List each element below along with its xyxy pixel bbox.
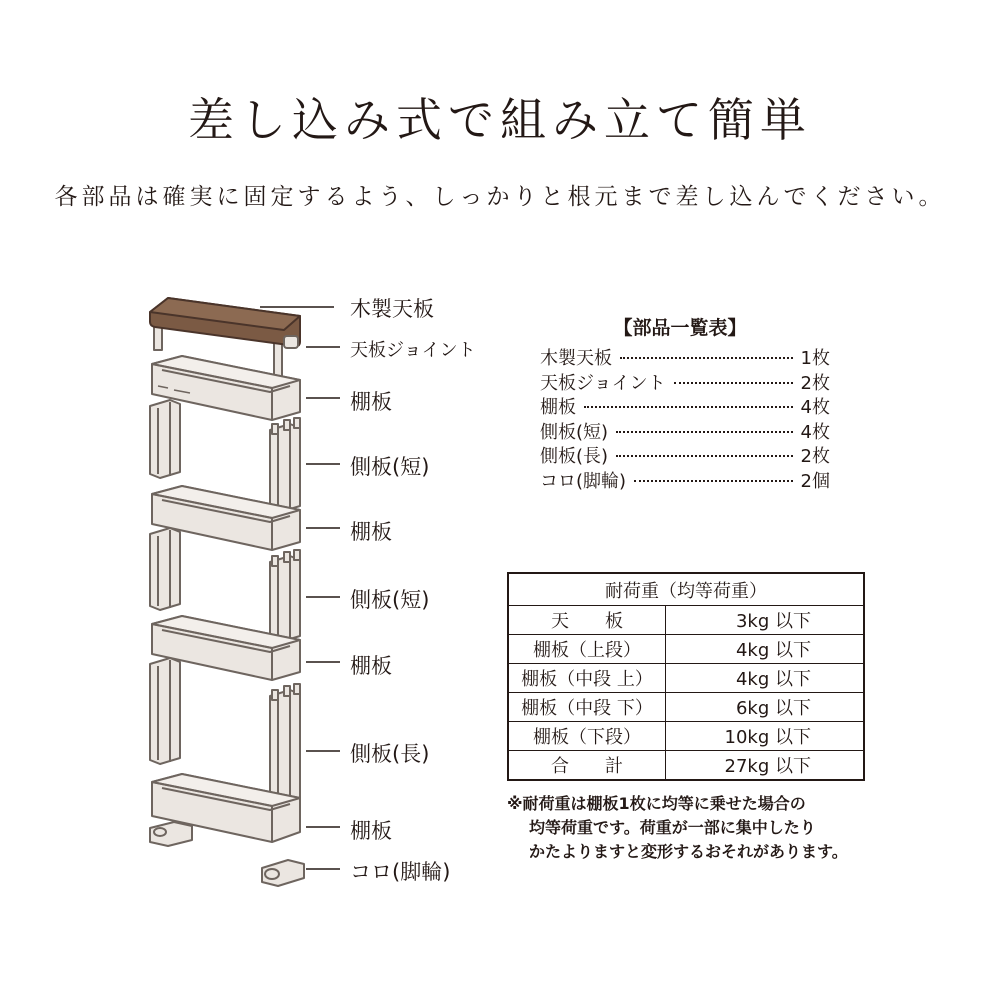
label-side-long: 側板(長)	[350, 742, 430, 766]
part-quantity: 4枚	[800, 397, 830, 418]
part-quantity: 2枚	[800, 446, 830, 467]
part-quantity: 4枚	[800, 421, 830, 443]
dot-leader	[616, 431, 793, 433]
dot-leader	[584, 406, 793, 408]
parts-list-item	[540, 369, 830, 394]
load-label: 棚板（中段 下）	[508, 693, 666, 722]
dot-leader	[634, 480, 793, 482]
load-note	[507, 792, 887, 864]
load-value: 6kg 以下	[666, 693, 865, 722]
part-quantity: 2枚	[800, 372, 830, 394]
parts-list-item	[540, 393, 830, 418]
parts-list-item	[540, 467, 830, 492]
part-name: 棚板	[540, 397, 576, 418]
load-label: 棚板（中段 上）	[508, 664, 666, 693]
table-row	[508, 751, 864, 781]
parts-list-heading: 【部品一覧表】	[613, 317, 747, 339]
load-value: 4kg 以下	[666, 664, 865, 693]
label-joint: 天板ジョイント	[350, 340, 476, 361]
label-top-board: 木製天板	[350, 297, 434, 321]
note-line-3: かたよりますと変形するおそれがあります。	[529, 842, 848, 861]
load-value: 3kg 以下	[666, 606, 865, 635]
load-value: 10kg 以下	[666, 722, 865, 751]
label-shelf-2: 棚板	[350, 520, 392, 544]
dot-leader	[620, 357, 793, 359]
table-row	[508, 722, 864, 751]
label-side-short-1: 側板(短)	[350, 455, 430, 479]
dot-leader	[674, 382, 793, 384]
label-shelf-1: 棚板	[350, 390, 392, 414]
page-title: 差し込み式で組み立て簡単	[188, 93, 812, 147]
load-label: 合 計	[508, 751, 666, 781]
label-caster: コロ(脚輪)	[350, 860, 451, 884]
table-row	[508, 693, 864, 722]
load-value: 27kg 以下	[666, 751, 865, 781]
part-name: コロ(脚輪)	[540, 470, 627, 492]
part-name: 側板(短)	[540, 421, 609, 443]
load-table-heading: 耐荷重（均等荷重）	[508, 573, 864, 606]
part-name: 木製天板	[540, 348, 612, 369]
table-header-row	[508, 573, 864, 606]
table-row	[508, 635, 864, 664]
label-shelf-3: 棚板	[350, 654, 392, 678]
load-label: 天 板	[508, 606, 666, 635]
load-capacity-table	[507, 572, 865, 781]
parts-list-item	[540, 418, 830, 443]
parts-list-item	[540, 344, 830, 369]
assembly-instruction: 各部品は確実に固定するよう、しっかりと根元まで差し込んでください。	[54, 184, 946, 210]
parts-list-item	[540, 442, 830, 467]
load-label: 棚板（上段）	[508, 635, 666, 664]
load-value: 4kg 以下	[666, 635, 865, 664]
table-row	[508, 664, 864, 693]
part-name: 側板(長)	[540, 446, 609, 467]
dot-leader	[616, 455, 793, 457]
part-quantity: 1枚	[800, 348, 830, 369]
part-quantity: 2個	[800, 470, 830, 492]
load-label: 棚板（下段）	[508, 722, 666, 751]
parts-list	[540, 313, 830, 491]
label-shelf-4: 棚板	[350, 819, 392, 843]
note-line-2: 均等荷重です。荷重が一部に集中したり	[529, 818, 816, 837]
label-side-short-2: 側板(短)	[350, 588, 430, 612]
note-line-1: ※耐荷重は棚板1枚に均等に乗せた場合の	[507, 794, 806, 813]
table-row	[508, 606, 864, 635]
part-name: 天板ジョイント	[540, 372, 666, 394]
